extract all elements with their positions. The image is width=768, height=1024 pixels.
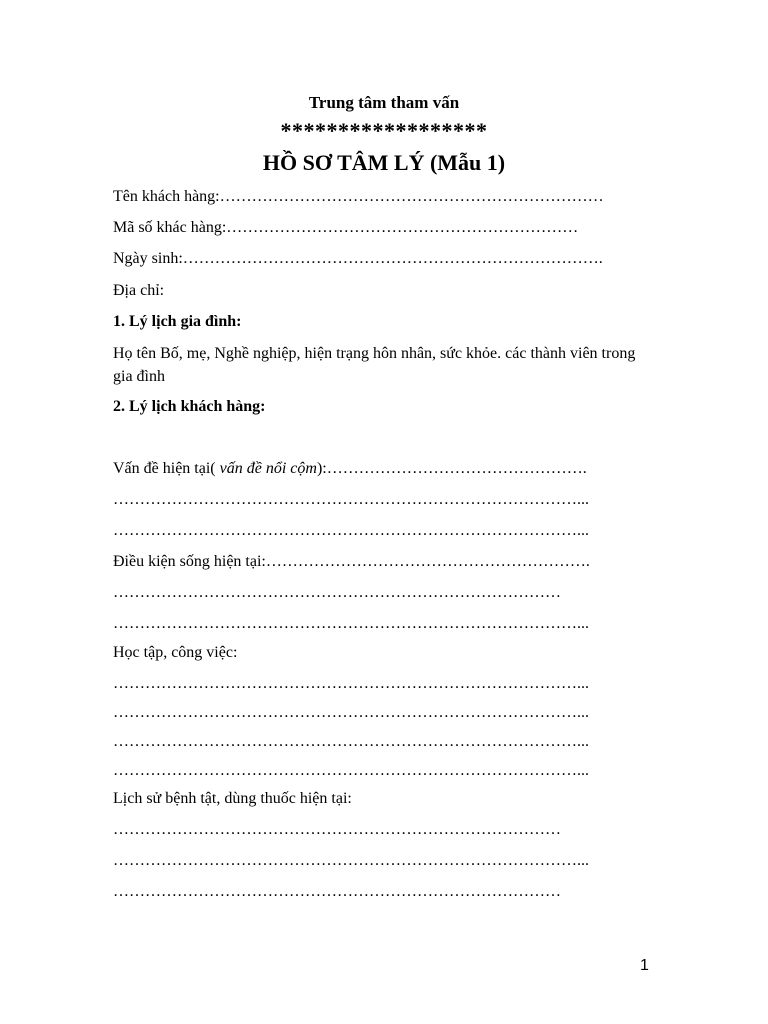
current-issue-label: Vấn đề hiện tại(: [113, 460, 216, 477]
current-issue-field: [113, 459, 658, 479]
section-client-heading: 2. Lý lịch khách hàng:: [113, 398, 266, 415]
current-issue-dots: ):………………………………………….: [316, 460, 587, 477]
separator-stars: ******************: [280, 118, 488, 143]
document-title: HỒ SƠ TÂM LÝ (Mẫu 1): [262, 150, 506, 175]
page-number: 1: [640, 957, 649, 974]
client-dob-field: Ngày sinh:…………………………………………………………………….: [113, 250, 603, 267]
dotted-line: ……………………………………………………………………………...: [113, 733, 589, 750]
client-address-field: Địa chỉ:: [113, 282, 165, 299]
client-name-field: Tên khách hàng:………………………………………………………………: [113, 188, 604, 205]
dotted-line: …………………………………………………………………………: [113, 584, 561, 601]
dotted-line: ……………………………………………………………………………...: [113, 762, 589, 779]
dotted-line: ……………………………………………………………………………...: [113, 522, 589, 539]
dotted-line: ……………………………………………………………………………...: [113, 491, 589, 508]
dotted-line: ……………………………………………………………………………...: [113, 704, 589, 721]
dotted-line: ……………………………………………………………………………...: [113, 852, 589, 869]
client-id-field: Mã số khác hàng:…………………………………………………………: [113, 219, 579, 236]
living-conditions-field: Điều kiện sống hiện tại:…………………………………………………….: [113, 553, 590, 570]
current-issue-italic: vấn đề nổi cộm: [215, 460, 317, 477]
dotted-line: ……………………………………………………………………………...: [113, 675, 589, 692]
dotted-line: ……………………………………………………………………………...: [113, 615, 589, 632]
section-family-heading: 1. Lý lịch gia đình:: [113, 313, 242, 330]
organization-name: Trung tâm tham vấn: [308, 93, 460, 112]
section-family-text: Họ tên Bố, mẹ, Nghề nghiệp, hiện trạng hôn nhân, sức khỏe. các thành viên trong gia đình: [113, 345, 636, 385]
medical-history-label: Lịch sử bệnh tật, dùng thuốc hiện tại:: [113, 790, 352, 807]
dotted-line: …………………………………………………………………………: [113, 821, 561, 838]
dotted-line: …………………………………………………………………………: [113, 883, 561, 900]
study-work-label: Học tập, công việc:: [113, 644, 238, 661]
